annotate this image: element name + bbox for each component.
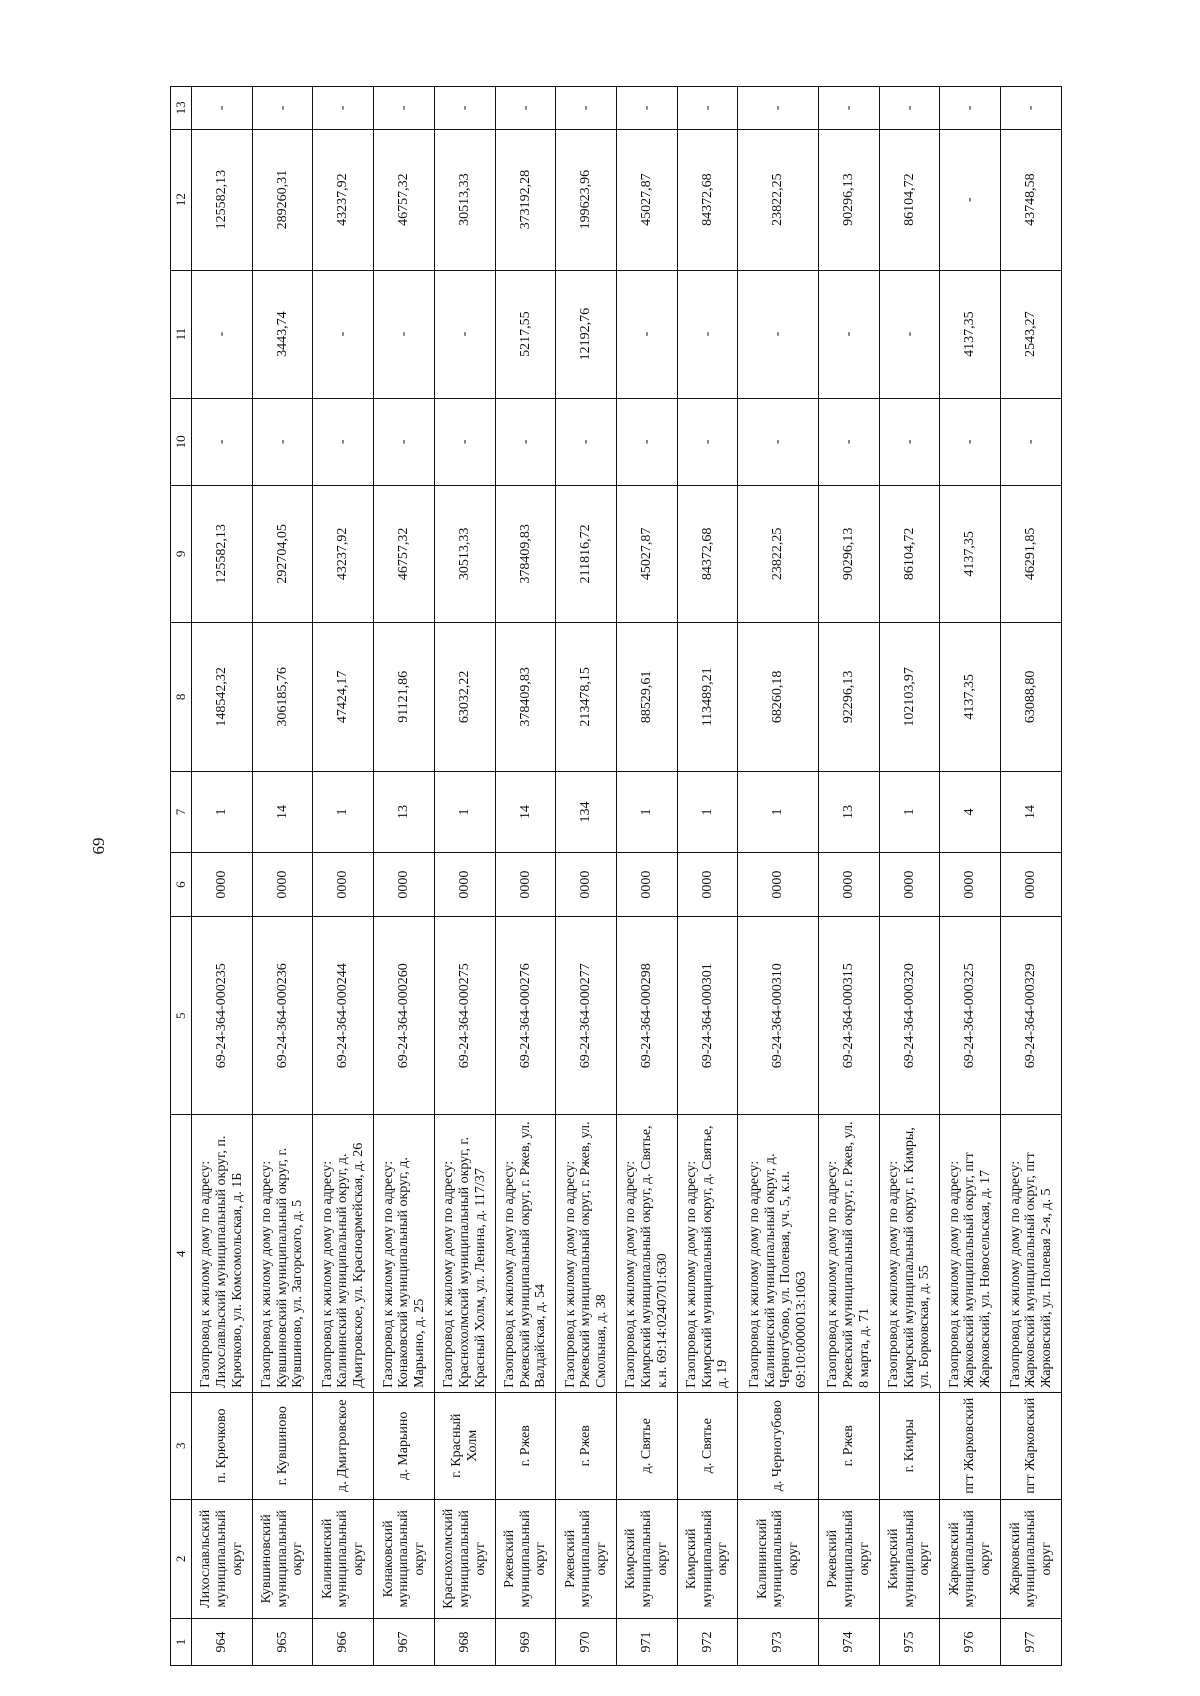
col6-cell: 0000	[677, 853, 738, 917]
col13-cell: -	[313, 87, 374, 130]
col11-cell: -	[192, 270, 253, 398]
code-cell: 69-24-364-000298	[617, 917, 678, 1115]
col12-cell: 45027,87	[617, 129, 678, 270]
col7-cell: 14	[495, 771, 556, 852]
col11-cell: 2543,27	[1001, 270, 1062, 398]
district-cell: Кувшиновский муниципальный округ	[252, 1499, 313, 1618]
column-header: 6	[171, 853, 192, 917]
col13-cell: -	[1001, 87, 1062, 130]
col11-cell: -	[677, 270, 738, 398]
col7-cell: 1	[617, 771, 678, 852]
object-cell: Газопровод к жилому дому по адресу: Лихославльский муниципальный округ, п. Крючково, ул. Комсомольская, д. 1Б	[192, 1115, 253, 1392]
col7-cell: 134	[556, 771, 617, 852]
row-number: 966	[313, 1619, 374, 1666]
col9-cell: 46757,32	[374, 486, 435, 623]
object-cell: Газопровод к жилому дому по адресу: Краснохолмский муниципальный округ, г. Красный Холм, ул. Ленина, д. 117/37	[434, 1115, 495, 1392]
col8-cell: 63032,22	[434, 622, 495, 771]
column-header: 4	[171, 1115, 192, 1392]
object-cell: Газопровод к жилому дому по адресу: Калининский муниципальный округ, д. Черногубово, ул. Полевая, уч. 5, к.н. 69:10:0000013:1063	[738, 1115, 819, 1392]
col6-cell: 0000	[495, 853, 556, 917]
col10-cell: -	[556, 398, 617, 485]
code-cell: 69-24-364-000310	[738, 917, 819, 1115]
col8-cell: 213478,15	[556, 622, 617, 771]
code-cell: 69-24-364-000325	[940, 917, 1001, 1115]
col10-cell: -	[313, 398, 374, 485]
table-row	[819, 87, 880, 1666]
col11-cell: -	[819, 270, 880, 398]
col8-cell: 47424,17	[313, 622, 374, 771]
table-row	[940, 87, 1001, 1666]
locality-cell: г. Ржев	[556, 1392, 617, 1499]
locality-cell: д. Черногубово	[738, 1392, 819, 1499]
col7-cell: 1	[738, 771, 819, 852]
district-cell: Кимрский муниципальный округ	[879, 1499, 940, 1618]
column-header: 8	[171, 622, 192, 771]
locality-cell: г. Ржев	[819, 1392, 880, 1499]
object-cell: Газопровод к жилому дому по адресу: Жарковский муниципальный округ, пгт Жарковский, ул. Полевая 2-я, д. 5	[1001, 1115, 1062, 1392]
locality-cell: пгт Жарковский	[940, 1392, 1001, 1499]
col8-cell: 113489,21	[677, 622, 738, 771]
column-header: 10	[171, 398, 192, 485]
col12-cell: 289260,31	[252, 129, 313, 270]
row-number: 975	[879, 1619, 940, 1666]
object-cell: Газопровод к жилому дому по адресу: Кимрский муниципальный округ, д. Святье, к.н. 69:14:0240701:630	[617, 1115, 678, 1392]
code-cell: 69-24-364-000275	[434, 917, 495, 1115]
object-cell: Газопровод к жилому дому по адресу: Ржевский муниципальный округ, г. Ржев, ул. 8 марта, д. 71	[819, 1115, 880, 1392]
table-row	[879, 87, 940, 1666]
col11-cell: -	[313, 270, 374, 398]
col12-cell: 125582,13	[192, 129, 253, 270]
col13-cell: -	[556, 87, 617, 130]
code-cell: 69-24-364-000277	[556, 917, 617, 1115]
col13-cell: -	[617, 87, 678, 130]
col7-cell: 4	[940, 771, 1001, 852]
col6-cell: 0000	[819, 853, 880, 917]
code-cell: 69-24-364-000320	[879, 917, 940, 1115]
col12-cell: -	[940, 129, 1001, 270]
col7-cell: 14	[1001, 771, 1062, 852]
table-row	[374, 87, 435, 1666]
district-cell: Лихославльский муниципальный округ	[192, 1499, 253, 1618]
col10-cell: -	[1001, 398, 1062, 485]
col12-cell: 84372,68	[677, 129, 738, 270]
table-row	[313, 87, 374, 1666]
object-cell: Газопровод к жилому дому по адресу: Кимрский муниципальный округ, д. Святье, д. 19	[677, 1115, 738, 1392]
col8-cell: 92296,13	[819, 622, 880, 771]
column-header: 12	[171, 129, 192, 270]
row-number: 967	[374, 1619, 435, 1666]
locality-cell: пгт Жарковский	[1001, 1392, 1062, 1499]
code-cell: 69-24-364-000236	[252, 917, 313, 1115]
column-header: 11	[171, 270, 192, 398]
col13-cell: -	[677, 87, 738, 130]
col10-cell: -	[617, 398, 678, 485]
row-number: 977	[1001, 1619, 1062, 1666]
col13-cell: -	[879, 87, 940, 130]
col6-cell: 0000	[879, 853, 940, 917]
col10-cell: -	[677, 398, 738, 485]
col12-cell: 43748,58	[1001, 129, 1062, 270]
col12-cell: 199623,96	[556, 129, 617, 270]
code-cell: 69-24-364-000329	[1001, 917, 1062, 1115]
col6-cell: 0000	[252, 853, 313, 917]
district-cell: Краснохолмский муниципальный округ	[434, 1499, 495, 1618]
table-row	[495, 87, 556, 1666]
col8-cell: 4137,35	[940, 622, 1001, 771]
district-cell: Конаковский муниципальный округ	[374, 1499, 435, 1618]
page-number: 69	[89, 837, 108, 855]
row-number: 973	[738, 1619, 819, 1666]
code-cell: 69-24-364-000301	[677, 917, 738, 1115]
col10-cell: -	[192, 398, 253, 485]
col13-cell: -	[495, 87, 556, 130]
col13-cell: -	[434, 87, 495, 130]
row-number: 974	[819, 1619, 880, 1666]
col9-cell: 90296,13	[819, 486, 880, 623]
locality-cell: п. Крючково	[192, 1392, 253, 1499]
object-cell: Газопровод к жилому дому по адресу: Конаковский муниципальный округ, д. Марьино, д. 25	[374, 1115, 435, 1392]
col12-cell: 30513,33	[434, 129, 495, 270]
col9-cell: 125582,13	[192, 486, 253, 623]
locality-cell: г. Кувшиново	[252, 1392, 313, 1499]
col7-cell: 1	[434, 771, 495, 852]
locality-cell: д. Дмитровское	[313, 1392, 374, 1499]
rotated-table	[170, 86, 1062, 1666]
col10-cell: -	[434, 398, 495, 485]
col8-cell: 148542,32	[192, 622, 253, 771]
col11-cell: -	[374, 270, 435, 398]
col13-cell: -	[819, 87, 880, 130]
col6-cell: 0000	[617, 853, 678, 917]
col7-cell: 1	[313, 771, 374, 852]
district-cell: Калининский муниципальный округ	[738, 1499, 819, 1618]
col9-cell: 292704,05	[252, 486, 313, 623]
locality-cell: г. Ржев	[495, 1392, 556, 1499]
col9-cell: 43237,92	[313, 486, 374, 623]
table-row	[677, 87, 738, 1666]
district-cell: Кимрский муниципальный округ	[617, 1499, 678, 1618]
col8-cell: 91121,86	[374, 622, 435, 771]
col10-cell: -	[495, 398, 556, 485]
code-cell: 69-24-364-000276	[495, 917, 556, 1115]
col9-cell: 211816,72	[556, 486, 617, 623]
col8-cell: 63088,80	[1001, 622, 1062, 771]
col11-cell: -	[434, 270, 495, 398]
col9-cell: 86104,72	[879, 486, 940, 623]
column-header: 2	[171, 1499, 192, 1618]
row-number: 970	[556, 1619, 617, 1666]
col6-cell: 0000	[374, 853, 435, 917]
locality-cell: д. Святье	[677, 1392, 738, 1499]
col13-cell: -	[192, 87, 253, 130]
col13-cell: -	[738, 87, 819, 130]
col9-cell: 4137,35	[940, 486, 1001, 623]
district-cell: Ржевский муниципальный округ	[495, 1499, 556, 1618]
col7-cell: 14	[252, 771, 313, 852]
locality-cell: г. Кимры	[879, 1392, 940, 1499]
col12-cell: 23822,25	[738, 129, 819, 270]
col12-cell: 46757,32	[374, 129, 435, 270]
district-cell: Жарковский муниципальный округ	[940, 1499, 1001, 1618]
col7-cell: 1	[879, 771, 940, 852]
table-row	[738, 87, 819, 1666]
object-cell: Газопровод к жилому дому по адресу: Ржевский муниципальный округ, г. Ржев, ул. Валдайская, д. 54	[495, 1115, 556, 1392]
locality-cell: д. Святье	[617, 1392, 678, 1499]
col12-cell: 373192,28	[495, 129, 556, 270]
col8-cell: 378409,83	[495, 622, 556, 771]
object-cell: Газопровод к жилому дому по адресу: Кимрский муниципальный округ, г. Кимры, ул. Борковская, д. 55	[879, 1115, 940, 1392]
col10-cell: -	[374, 398, 435, 485]
column-header: 5	[171, 917, 192, 1115]
col6-cell: 0000	[556, 853, 617, 917]
header-row	[171, 87, 192, 1666]
col9-cell: 23822,25	[738, 486, 819, 623]
table-row	[192, 87, 253, 1666]
col6-cell: 0000	[313, 853, 374, 917]
column-header: 1	[171, 1619, 192, 1666]
table-row	[434, 87, 495, 1666]
row-number: 972	[677, 1619, 738, 1666]
object-cell: Газопровод к жилому дому по адресу: Кувшиновский муниципальный округ, г. Кувшиново, ул. Загорского, д. 5	[252, 1115, 313, 1392]
row-number: 971	[617, 1619, 678, 1666]
col6-cell: 0000	[940, 853, 1001, 917]
column-header: 13	[171, 87, 192, 130]
object-cell: Газопровод к жилому дому по адресу: Ржевский муниципальный округ, г. Ржев, ул. Смольная, д. 38	[556, 1115, 617, 1392]
row-number: 964	[192, 1619, 253, 1666]
district-cell: Калининский муниципальный округ	[313, 1499, 374, 1618]
col8-cell: 102103,97	[879, 622, 940, 771]
col8-cell: 88529,61	[617, 622, 678, 771]
col9-cell: 46291,85	[1001, 486, 1062, 623]
column-header: 9	[171, 486, 192, 623]
col13-cell: -	[940, 87, 1001, 130]
row-number: 968	[434, 1619, 495, 1666]
col10-cell: -	[738, 398, 819, 485]
col8-cell: 68260,18	[738, 622, 819, 771]
code-cell: 69-24-364-000244	[313, 917, 374, 1115]
col12-cell: 90296,13	[819, 129, 880, 270]
col11-cell: 4137,35	[940, 270, 1001, 398]
table-row	[617, 87, 678, 1666]
table-row	[252, 87, 313, 1666]
locality-cell: г. Красный Холм	[434, 1392, 495, 1499]
col8-cell: 306185,76	[252, 622, 313, 771]
col10-cell: -	[879, 398, 940, 485]
col7-cell: 13	[374, 771, 435, 852]
code-cell: 69-24-364-000315	[819, 917, 880, 1115]
col11-cell: -	[879, 270, 940, 398]
col9-cell: 45027,87	[617, 486, 678, 623]
district-cell: Ржевский муниципальный округ	[819, 1499, 880, 1618]
col6-cell: 0000	[738, 853, 819, 917]
code-cell: 69-24-364-000235	[192, 917, 253, 1115]
column-header: 7	[171, 771, 192, 852]
col6-cell: 0000	[192, 853, 253, 917]
col7-cell: 13	[819, 771, 880, 852]
col6-cell: 0000	[1001, 853, 1062, 917]
table-row	[556, 87, 617, 1666]
col9-cell: 378409,83	[495, 486, 556, 623]
col13-cell: -	[252, 87, 313, 130]
col10-cell: -	[819, 398, 880, 485]
col7-cell: 1	[677, 771, 738, 852]
object-cell: Газопровод к жилому дому по адресу: Жарковский муниципальный округ, пгт Жарковский, ул. Новосельская, д. 17	[940, 1115, 1001, 1392]
row-number: 976	[940, 1619, 1001, 1666]
row-number: 965	[252, 1619, 313, 1666]
district-cell: Жарковский муниципальный округ	[1001, 1499, 1062, 1618]
col13-cell: -	[374, 87, 435, 130]
col10-cell: -	[252, 398, 313, 485]
col11-cell: 12192,76	[556, 270, 617, 398]
col10-cell: -	[940, 398, 1001, 485]
col11-cell: 3443,74	[252, 270, 313, 398]
table-row	[1001, 87, 1062, 1666]
code-cell: 69-24-364-000260	[374, 917, 435, 1115]
district-cell: Кимрский муниципальный округ	[677, 1499, 738, 1618]
col9-cell: 30513,33	[434, 486, 495, 623]
row-number: 969	[495, 1619, 556, 1666]
locality-cell: д. Марьино	[374, 1392, 435, 1499]
col9-cell: 84372,68	[677, 486, 738, 623]
col11-cell: -	[617, 270, 678, 398]
column-header: 3	[171, 1392, 192, 1499]
col7-cell: 1	[192, 771, 253, 852]
col11-cell: 5217,55	[495, 270, 556, 398]
col11-cell: -	[738, 270, 819, 398]
district-cell: Ржевский муниципальный округ	[556, 1499, 617, 1618]
col6-cell: 0000	[434, 853, 495, 917]
col12-cell: 43237,92	[313, 129, 374, 270]
data-table	[170, 86, 1062, 1666]
col12-cell: 86104,72	[879, 129, 940, 270]
object-cell: Газопровод к жилому дому по адресу: Калининский муниципальный округ, д. Дмитровское, ул. Красноармейская, д. 26	[313, 1115, 374, 1392]
